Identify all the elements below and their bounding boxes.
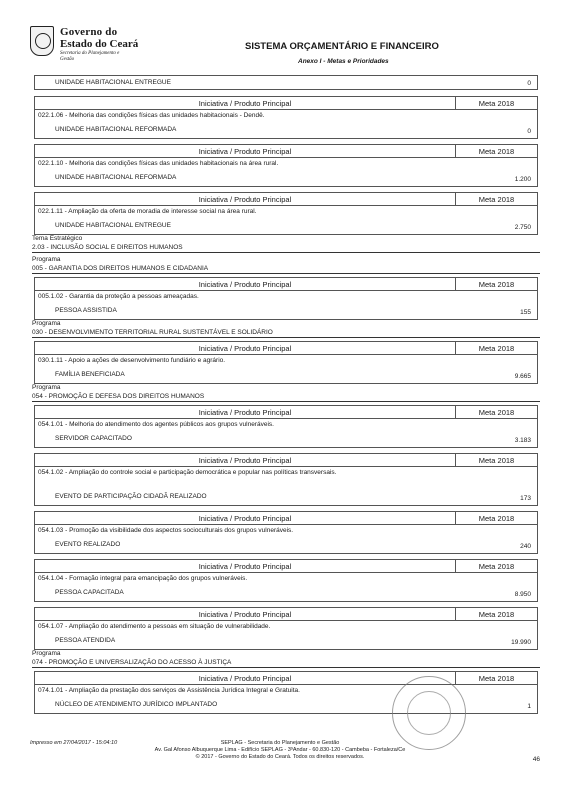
box-body bbox=[35, 525, 537, 553]
product-name: NÚCLEO DE ATENDIMENTO JURÍDICO IMPLANTADO bbox=[55, 701, 218, 708]
product-name: PESSOA ASSISTIDA bbox=[55, 307, 117, 314]
box-body bbox=[35, 158, 537, 186]
page-header bbox=[30, 22, 540, 72]
initiative-description: 022.1.11 - Ampliação da oferta de moradia de interesse social na área rural. bbox=[38, 208, 257, 215]
box-header bbox=[35, 454, 537, 467]
box-body bbox=[35, 573, 537, 601]
box-header bbox=[35, 560, 537, 573]
initiative-column-header: Iniciativa / Produto Principal bbox=[198, 610, 292, 619]
product-name: UNIDADE HABITACIONAL ENTREGUE bbox=[55, 79, 171, 86]
initiative-description: 030.1.11 - Apoio a ações de desenvolvimento fundiário e agrário. bbox=[38, 357, 226, 364]
product-name: SERVIDOR CAPACITADO bbox=[55, 435, 132, 442]
official-stamp bbox=[392, 676, 466, 750]
system-title: SISTEMA ORÇAMENTÁRIO E FINANCEIRO bbox=[245, 41, 439, 52]
initiative-column-header: Iniciativa / Produto Principal bbox=[198, 562, 292, 571]
initiative-description: 054.1.01 - Melhoria do atendimento dos agentes públicos aos grupos vulneráveis. bbox=[38, 421, 274, 428]
meta-value: 2.750 bbox=[514, 224, 531, 231]
programa-title: 074 - PROMOÇÃO E UNIVERSALIZAÇÃO DO ACESSO À JUSTIÇA bbox=[32, 658, 540, 668]
initiative-box bbox=[34, 341, 538, 384]
coat-of-arms-icon bbox=[30, 26, 54, 56]
box-body bbox=[35, 621, 537, 649]
page-footer bbox=[30, 740, 540, 770]
meta-column-header: Meta 2018 bbox=[455, 342, 537, 354]
initiative-description: 054.1.02 - Ampliação do controle social e participação democrática e popular nas políticas transversais. bbox=[38, 469, 337, 476]
initiative-column-header: Iniciativa / Produto Principal bbox=[198, 514, 292, 523]
government-logo bbox=[30, 22, 150, 68]
initiative-box bbox=[34, 96, 538, 139]
meta-column-header: Meta 2018 bbox=[455, 560, 537, 572]
meta-value: 173 bbox=[520, 495, 531, 502]
box-body bbox=[35, 110, 537, 138]
initiative-column-header: Iniciativa / Produto Principal bbox=[198, 344, 292, 353]
box-body bbox=[35, 419, 537, 447]
programa-label: Programa bbox=[32, 384, 61, 391]
initiative-column-header: Iniciativa / Produto Principal bbox=[198, 280, 292, 289]
programa-title: 054 - PROMOÇÃO E DEFESA DOS DIREITOS HUMANOS bbox=[32, 392, 540, 402]
meta-value: 0 bbox=[527, 80, 531, 87]
meta-column-header: Meta 2018 bbox=[455, 512, 537, 524]
document-content bbox=[30, 75, 540, 714]
initiative-box bbox=[34, 277, 538, 320]
box-header bbox=[35, 512, 537, 525]
box-body bbox=[35, 467, 537, 505]
continued-row bbox=[34, 75, 538, 90]
meta-value: 19.990 bbox=[511, 639, 531, 646]
product-name: PESSOA ATENDIDA bbox=[55, 637, 116, 644]
initiative-box bbox=[34, 144, 538, 187]
meta-value: 1 bbox=[527, 703, 531, 710]
product-name: UNIDADE HABITACIONAL ENTREGUE bbox=[55, 222, 171, 229]
logo-line-3: Secretaria do Planejamento e Gestão bbox=[60, 51, 120, 62]
meta-value: 8.950 bbox=[514, 591, 531, 598]
initiative-column-header: Iniciativa / Produto Principal bbox=[198, 456, 292, 465]
meta-column-header: Meta 2018 bbox=[455, 672, 537, 684]
initiative-box bbox=[34, 405, 538, 448]
meta-value: 240 bbox=[520, 543, 531, 550]
meta-value: 1.200 bbox=[514, 176, 531, 183]
box-body bbox=[35, 355, 537, 383]
product-name: PESSOA CAPACITADA bbox=[55, 589, 124, 596]
meta-column-header: Meta 2018 bbox=[455, 454, 537, 466]
product-name: EVENTO DE PARTICIPAÇÃO CIDADÃ REALIZADO bbox=[55, 493, 207, 500]
box-header bbox=[35, 342, 537, 355]
programa-title: 005 - GARANTIA DOS DIREITOS HUMANOS E CIDADANIA bbox=[32, 264, 540, 274]
meta-value: 9.665 bbox=[514, 373, 531, 380]
programa-label: Programa bbox=[32, 320, 61, 327]
box-header bbox=[35, 608, 537, 621]
initiative-box bbox=[34, 453, 538, 506]
box-body bbox=[35, 291, 537, 319]
printed-timestamp: Impresso em 27/04/2017 - 15:04:10 bbox=[30, 740, 118, 746]
meta-column-header: Meta 2018 bbox=[455, 145, 537, 157]
initiative-box bbox=[34, 511, 538, 554]
initiative-column-header: Iniciativa / Produto Principal bbox=[198, 147, 292, 156]
footer-line-2: Av. Gal Afonso Albuquerque Lima - Edifício SEPLAG - 3ºAndar - 60.830-120 - Cambeba - Fortaleza/Ce bbox=[154, 747, 406, 753]
product-name: EVENTO REALIZADO bbox=[55, 541, 121, 548]
initiative-column-header: Iniciativa / Produto Principal bbox=[198, 674, 292, 683]
meta-value: 3.183 bbox=[514, 437, 531, 444]
initiative-description: 022.1.10 - Melhoria das condições físicas das unidades habitacionais na área rural. bbox=[38, 160, 279, 167]
meta-column-header: Meta 2018 bbox=[455, 278, 537, 290]
initiative-description: 054.1.03 - Promoção da visibilidade dos aspectos socioculturais dos grupos vulneráveis. bbox=[38, 527, 294, 534]
meta-column-header: Meta 2018 bbox=[455, 608, 537, 620]
box-header bbox=[35, 406, 537, 419]
product-name: UNIDADE HABITACIONAL REFORMADA bbox=[55, 126, 177, 133]
programa-label: Programa bbox=[32, 650, 61, 657]
footer-line-1: SEPLAG - Secretaria do Planejamento e Gestão bbox=[220, 740, 340, 746]
initiative-description: 054.1.04 - Formação integral para emancipação dos grupos vulneráveis. bbox=[38, 575, 248, 582]
product-name: FAMÍLIA BENEFICIADA bbox=[55, 371, 125, 378]
initiative-description: 005.1.02 - Garantia da proteção a pessoas ameaçadas. bbox=[38, 293, 199, 300]
initiative-box bbox=[34, 607, 538, 650]
product-name: UNIDADE HABITACIONAL REFORMADA bbox=[55, 174, 177, 181]
box-header bbox=[35, 97, 537, 110]
initiative-description: 074.1.01 - Ampliação da prestação dos serviços de Assistência Jurídica Integral e Gratuita. bbox=[38, 687, 300, 694]
initiative-column-header: Iniciativa / Produto Principal bbox=[198, 99, 292, 108]
programa-label: Programa bbox=[32, 256, 61, 263]
meta-column-header: Meta 2018 bbox=[455, 97, 537, 109]
initiative-box bbox=[34, 192, 538, 235]
initiative-description: 054.1.07 - Ampliação do atendimento a pessoas em situação de vulnerabilidade. bbox=[38, 623, 271, 630]
initiative-column-header: Iniciativa / Produto Principal bbox=[198, 408, 292, 417]
box-body bbox=[35, 206, 537, 234]
box-header bbox=[35, 193, 537, 206]
initiative-column-header: Iniciativa / Produto Principal bbox=[198, 195, 292, 204]
logo-line-2: Estado do Ceará bbox=[60, 38, 139, 50]
tema-estrategico: 2.03 - INCLUSÃO SOCIAL E DIREITOS HUMANOS bbox=[32, 243, 540, 253]
meta-value: 0 bbox=[527, 128, 531, 135]
tema-label: Tema Estratégico bbox=[32, 235, 83, 242]
box-header bbox=[35, 672, 537, 685]
initiative-description: 022.1.06 - Melhoria das condições físicas das unidades habitacionais - Dendê. bbox=[38, 112, 265, 119]
footer-address bbox=[30, 740, 530, 761]
box-header bbox=[35, 145, 537, 158]
footer-line-3: © 2017 - Governo do Estado do Ceará. Todos os direitos reservados. bbox=[195, 754, 365, 760]
logo-line-1: Governo do bbox=[60, 26, 118, 38]
meta-column-header: Meta 2018 bbox=[455, 406, 537, 418]
page-number: 46 bbox=[532, 756, 540, 763]
meta-value: 155 bbox=[520, 309, 531, 316]
meta-column-header: Meta 2018 bbox=[455, 193, 537, 205]
initiative-box bbox=[34, 559, 538, 602]
programa-title: 030 - DESENVOLVIMENTO TERRITORIAL RURAL SUSTENTÁVEL E SOLIDÁRIO bbox=[32, 328, 540, 338]
annex-subtitle: Anexo I - Metas e Prioridades bbox=[298, 58, 389, 65]
box-header bbox=[35, 278, 537, 291]
